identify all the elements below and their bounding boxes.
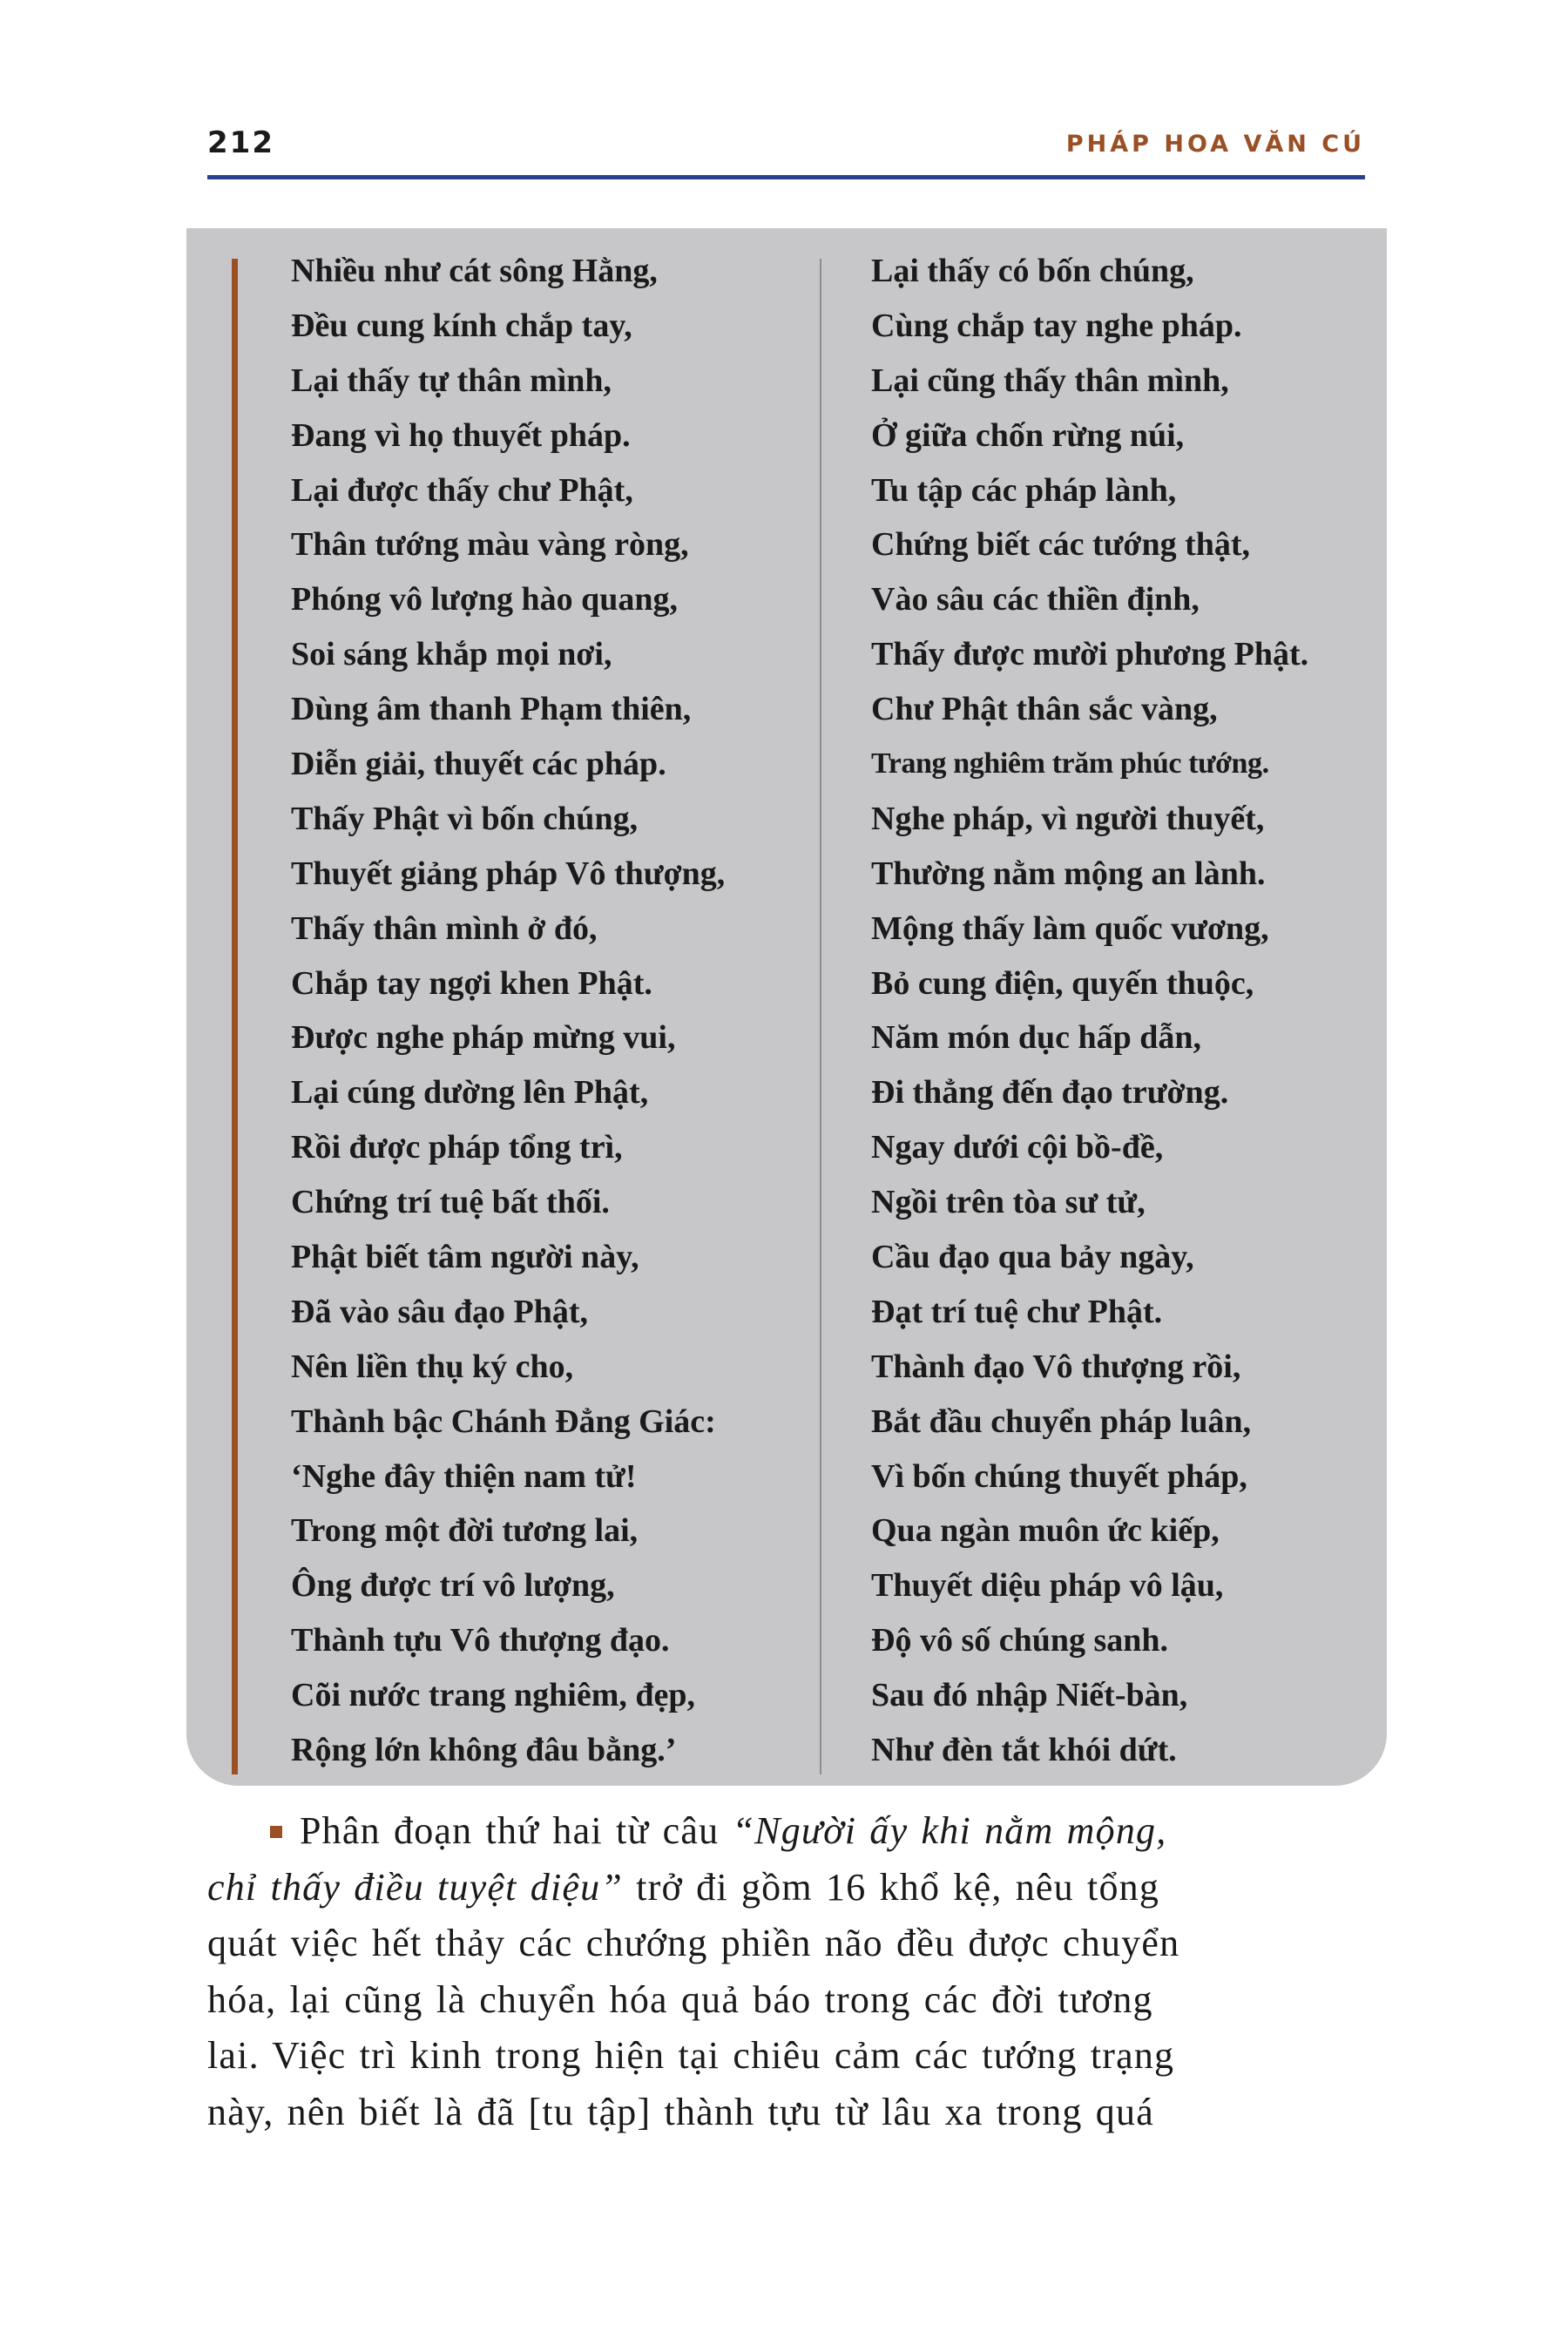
verse-line: Lại thấy tự thân mình, <box>291 362 612 399</box>
verse-line: Thấy được mười phương Phật. <box>871 636 1309 673</box>
verse-line: Thân tướng màu vàng ròng, <box>291 526 689 564</box>
paragraph-line <box>207 1860 1368 1916</box>
verse-line: Vì bốn chúng thuyết pháp, <box>871 1457 1247 1495</box>
verse-line: Qua ngàn muôn ức kiếp, <box>871 1512 1220 1550</box>
verse-line: Rộng lớn không đâu bằng.’ <box>291 1732 677 1769</box>
verse-line: Lại thấy có bốn chúng, <box>871 253 1194 289</box>
verse-line: Trang nghiêm trăm phúc tướng. <box>871 747 1269 781</box>
verse-line: Dùng âm thanh Phạm thiên, <box>291 691 692 728</box>
verse-line: Chư Phật thân sắc vàng, <box>871 691 1218 728</box>
verse-line: Thành đạo Vô thượng rồi, <box>871 1348 1241 1385</box>
verse-line: Chắp tay ngợi khen Phật. <box>291 964 652 1002</box>
verse-line: Thuyết diệu pháp vô lậu, <box>871 1567 1224 1605</box>
verse-line: Năm món dục hấp dẫn, <box>871 1019 1202 1057</box>
verse-line: Đều cung kính chắp tay, <box>291 307 632 344</box>
verse-column-divider <box>820 259 821 1774</box>
paragraph-line: lai. Việc trì kinh trong hiện tại chiêu cảm các tướng trạng <box>207 2034 1175 2077</box>
quoted-passage: “Người ấy khi nằm mộng, <box>732 1809 1167 1852</box>
verse-line: Độ vô số chúng sanh. <box>871 1622 1169 1659</box>
verse-line: Chứng biết các tướng thật, <box>871 526 1251 564</box>
verse-line: Thuyết giảng pháp Vô thượng, <box>291 855 726 892</box>
verse-line: Đã vào sâu đạo Phật, <box>291 1293 588 1330</box>
verse-line: Nhiều như cát sông Hằng, <box>291 253 658 289</box>
verse-line: Nghe pháp, vì người thuyết, <box>871 800 1265 837</box>
verse-column-left <box>291 244 805 1778</box>
verse-line: Thường nằm mộng an lành. <box>871 855 1266 892</box>
header-rule <box>207 175 1365 179</box>
verse-line: Trong một đời tương lai, <box>291 1512 639 1550</box>
verse-line: Phóng vô lượng hào quang, <box>291 581 679 618</box>
verse-line: Ở giữa chốn rừng núi, <box>871 416 1185 454</box>
verse-line: Cõi nước trang nghiêm, đẹp, <box>291 1677 695 1714</box>
verse-line: Cầu đạo qua bảy ngày, <box>871 1239 1194 1276</box>
verse-line: Thấy Phật vì bốn chúng, <box>291 800 639 837</box>
paragraph-text: trở đi gồm 16 khổ kệ, nêu tổng <box>623 1865 1160 1909</box>
paragraph-line: này, nên biết là đã [tu tập] thành tựu từ lâu xa trong quá <box>207 2090 1154 2133</box>
verse-line: Diễn giải, thuyết các pháp. <box>291 746 666 783</box>
verse-line: Ngồi trên tòa sư tử, <box>871 1184 1146 1221</box>
verse-line: Như đèn tắt khói dứt. <box>871 1732 1177 1769</box>
verse-line: Phật biết tâm người này, <box>291 1239 639 1276</box>
verse-line: Nên liền thụ ký cho, <box>291 1348 574 1385</box>
verse-line: Thành bậc Chánh Đẳng Giác: <box>291 1402 716 1440</box>
verse-line: Đi thẳng đến đạo trường. <box>871 1074 1229 1112</box>
verse-column-right <box>871 244 1376 1778</box>
verse-line: Chứng trí tuệ bất thối. <box>291 1184 610 1221</box>
body-paragraph <box>207 1803 1368 2140</box>
verse-accent-bar <box>232 259 238 1774</box>
verse-line: Soi sáng khắp mọi nơi, <box>291 636 612 673</box>
verse-line: Bỏ cung điện, quyến thuộc, <box>871 964 1254 1002</box>
verse-line: Lại được thấy chư Phật, <box>291 471 633 509</box>
verse-line: Rồi được pháp tổng trì, <box>291 1129 623 1166</box>
verse-line: Ông được trí vô lượng, <box>291 1567 615 1605</box>
verse-line: Bắt đầu chuyển pháp luân, <box>871 1402 1252 1440</box>
verse-line: Lại cũng thấy thân mình, <box>871 362 1229 399</box>
paragraph-line <box>207 1803 1368 1860</box>
verse-line: Mộng thấy làm quốc vương, <box>871 909 1269 947</box>
page-number: 212 <box>207 125 274 160</box>
verse-line: Đạt trí tuệ chư Phật. <box>871 1293 1163 1330</box>
verse-line: Sau đó nhập Niết-bàn, <box>871 1677 1188 1714</box>
verse-line: Thấy thân mình ở đó, <box>291 909 598 947</box>
verse-line: Cùng chắp tay nghe pháp. <box>871 307 1242 344</box>
verse-line: Được nghe pháp mừng vui, <box>291 1019 676 1057</box>
paragraph-text: Phân đoạn thứ hai từ câu <box>300 1809 733 1852</box>
running-title: PHÁP HOA VĂN CÚ <box>1065 131 1365 158</box>
paragraph-line: hóa, lại cũng là chuyển hóa quả báo trong các đời tương <box>207 1977 1153 2021</box>
verse-line: Thành tựu Vô thượng đạo. <box>291 1622 670 1659</box>
verse-line: Ngay dưới cội bồ-đề, <box>871 1129 1164 1166</box>
verse-line: Vào sâu các thiền định, <box>871 581 1200 618</box>
verse-box <box>186 228 1387 1786</box>
quoted-passage: chỉ thấy điều tuyệt diệu” <box>207 1865 623 1909</box>
verse-line: Tu tập các pháp lành, <box>871 471 1177 509</box>
square-bullet-icon <box>270 1826 282 1838</box>
verse-line: ‘Nghe đây thiện nam tử! <box>291 1457 637 1495</box>
verse-line: Đang vì họ thuyết pháp. <box>291 416 631 454</box>
verse-line: Lại cúng dường lên Phật, <box>291 1074 649 1112</box>
paragraph-line: quát việc hết thảy các chướng phiền não đều được chuyển <box>207 1922 1180 1964</box>
